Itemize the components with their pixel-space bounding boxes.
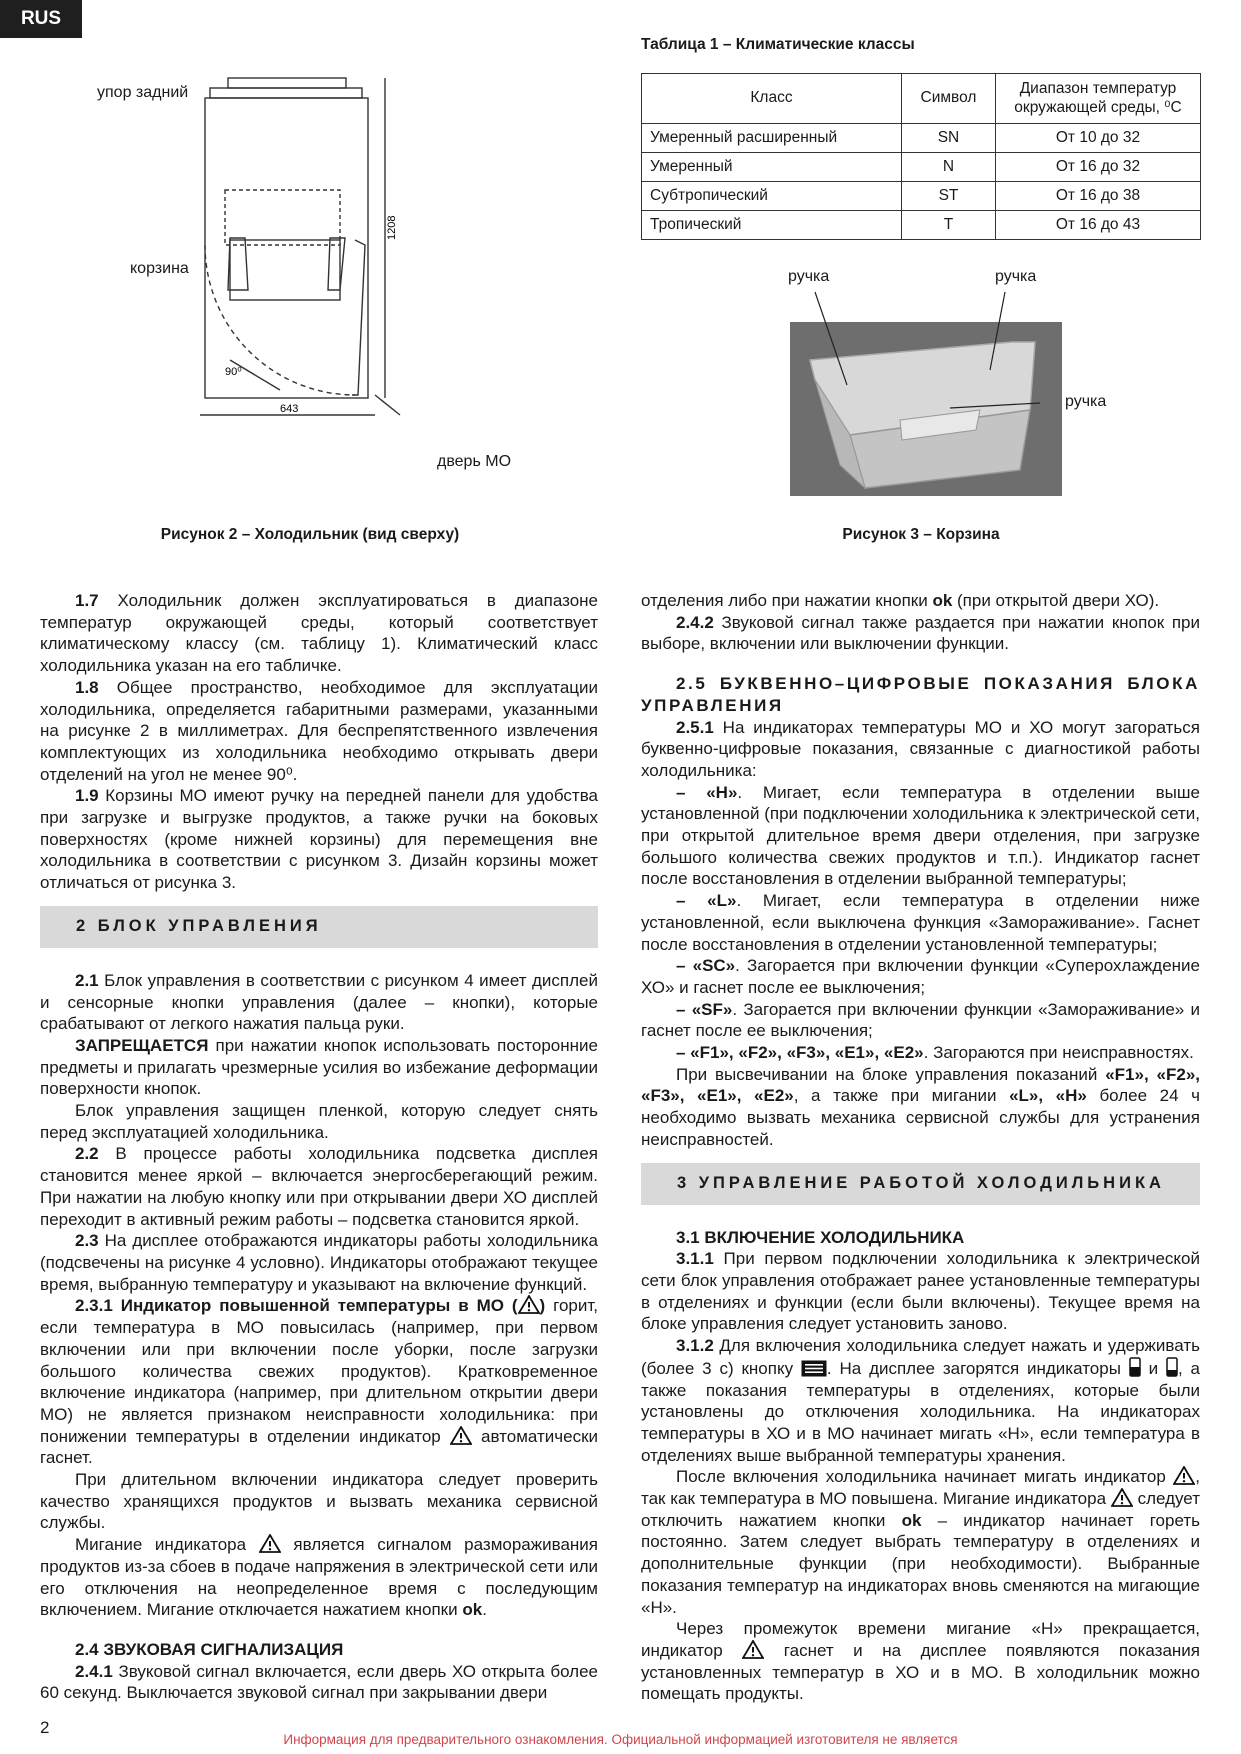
paragraph-code-l (641, 890, 1200, 955)
paragraph-text: . На дисплее загорятся индикаторы (826, 1358, 1129, 1378)
paragraph-number: 2.4.1 (75, 1661, 113, 1681)
paragraph-text: . Загорается при включении функции «Суперохлаждение ХО» и гаснет после ее выключения; (641, 956, 1200, 997)
paragraph-number: 3.1.1 (676, 1249, 714, 1269)
code-label: «L», «Н» (1009, 1086, 1087, 1106)
fridge-top-view-drawing (40, 70, 580, 510)
paragraph-2-3 (40, 1230, 598, 1295)
paragraph-number: 2.5.1 (676, 717, 714, 737)
paragraph-number: 3.1.2 (676, 1336, 714, 1356)
table-cell: T (902, 211, 996, 240)
paragraph-text: и (1140, 1358, 1166, 1378)
section-3-heading: 3 УПРАВЛЕНИЕ РАБОТОЙ ХОЛОДИЛЬНИКА (641, 1163, 1200, 1205)
paragraph-after-switch-on (641, 1466, 1200, 1618)
paragraph-blinking (40, 1534, 598, 1621)
section-2-4-heading: 2.4 ЗВУКОВАЯ СИГНАЛИЗАЦИЯ (75, 1639, 344, 1659)
paragraph-text: После включения холодильника начинает мигать индикатор (676, 1467, 1174, 1487)
code-label: – «F1», «F2», «F3», «E1», «E2» (676, 1043, 924, 1063)
preliminary-info-notice: Информация для предварительного ознакомления. Официальной информацией изготовителя не является (283, 1732, 958, 1747)
paragraph-number: 1.7 (75, 591, 99, 610)
paragraph-text: В процессе работы холодильника подсветка дисплея становится менее яркой – включается энергосберегающий режим. При нажатии на любую кнопку или при открывании двери ХО дисплей переходит в активный режим работы – подсветка становится яркой. (40, 1144, 598, 1229)
height-dimension: 1208 (386, 215, 398, 240)
table-row (642, 211, 1201, 240)
ok-key-label: ok (932, 591, 953, 610)
code-label: – «SF» (676, 999, 733, 1019)
paragraph-text: Общее пространство, необходимое для эксплуатации холодильника, определяется габаритными размерами, указанными на рисунке 2 в миллиметрах. Для беспрепятственного извлечения комплектующих из холодильника необходимо открывать двери отделений на угол не менее 90⁰. (40, 677, 598, 784)
table-cell: От 16 до 38 (996, 182, 1201, 211)
paragraph-text: при нажатии кнопок использовать посторонние предметы и прилагать чрезмерные усилия во избежание деформации поверхности кнопок. (40, 1035, 598, 1099)
table-header-row (642, 74, 1201, 124)
forbidden-label: ЗАПРЕЩАЕТСЯ (75, 1035, 209, 1055)
warning-triangle-icon (259, 1534, 281, 1553)
table-cell: Умеренный расширенный (642, 124, 902, 153)
header-symbol: Символ (902, 74, 996, 124)
paragraph-2-4-1-continued (641, 590, 1200, 612)
ok-key-label: ok (462, 1600, 483, 1620)
code-label: «F1», «F2», «F3», «E1», «E2» (641, 1064, 1200, 1106)
paragraph-text: Корзины МО имеют ручку на передней панели для удобства при загрузке и выгрузке продуктов, а также ручки на боковых поверхностях (кроме нижней корзины) для перемещения вне холодильника в соответствии с рисунком 3. Дизайн корзины может отличаться от рисунка 3. (40, 786, 598, 893)
paragraph-number: 2.4.2 (676, 612, 714, 632)
paragraph-text: – индикатор начинает гореть постоянно. Затем следует выбрать температуру в отделениях и дополнительные функции (при необходимости). Выбранные показания температур на индикаторах вновь сменяются на мигающие «Н». (641, 1510, 1200, 1617)
paragraph-forbidden (40, 1035, 598, 1100)
table-row (642, 182, 1201, 211)
paragraph-number: 2.3 (75, 1231, 99, 1251)
paragraph-2-4-2 (641, 612, 1200, 655)
paragraph-text: При первом подключении холодильника к электрической сети блок управления отображает ранее установленные температуры в отделениях и функции (если были включены). Текущее время на блоке управления следует установить заново. (641, 1249, 1200, 1334)
paragraph-1-9 (40, 785, 598, 894)
section-3-1-heading: 3.1 ВКЛЮЧЕНИЕ ХОЛОДИЛЬНИКА (676, 1227, 965, 1247)
menu-button-icon (801, 1360, 827, 1377)
warning-triangle-icon (450, 1426, 472, 1445)
width-dimension: 643 (280, 403, 299, 415)
figure-3-caption: Рисунок 3 – Корзина (842, 526, 1000, 543)
paragraph-text: Холодильник должен эксплуатироваться в диапазоне температур окружающей среды, который соответствует климатическому классу (см. таблицу 1). Климатический класс холодильника указан на его табличке. (40, 591, 598, 676)
subsection-title: 2.3.1 Индикатор повышенной температуры в МО ( (75, 1296, 518, 1316)
table-cell: N (902, 153, 996, 182)
table-cell: Тропический (642, 211, 902, 240)
basket-photo (640, 270, 1202, 505)
paragraph-text: При высвечивании на блоке управления показаний (676, 1064, 1106, 1084)
table-1-title: Таблица 1 – Климатические классы (641, 36, 915, 53)
paragraph-text: , так как температура в МО повышена. Мигание индикатора (641, 1467, 1200, 1509)
table-row (642, 153, 1201, 182)
paragraph-service-call (641, 1064, 1200, 1151)
paragraph-2-5-1 (641, 717, 1200, 782)
table-cell: От 16 до 43 (996, 211, 1201, 240)
figure-3-basket (640, 270, 1202, 505)
paragraph-code-errors (641, 1042, 1200, 1064)
page-number: 2 (40, 1718, 50, 1737)
table-cell: ST (902, 182, 996, 211)
paragraph-text: более 24 ч необходимо вызвать механика сервисной службы для устранения неисправностей. (641, 1086, 1200, 1149)
table-cell: Субтропический (642, 182, 902, 211)
paragraph-2-3-1 (40, 1295, 598, 1469)
paragraph-text: . Загорается при включении функции «Замораживание» и гаснет после ее выключения; (641, 999, 1200, 1041)
paragraph-text: Звуковой сигнал включается, если дверь ХО открыта более 60 секунд. Выключается звуковой сигнал при закрывании двери (40, 1661, 598, 1703)
warning-triangle-icon (1173, 1466, 1195, 1485)
paragraph-code-sc (641, 955, 1200, 998)
paragraph-long-indicator: При длительном включении индикатора следует проверить качество хранящихся продуктов и вызвать механика сервисной службы. (40, 1470, 598, 1533)
paragraph-2-2 (40, 1143, 598, 1230)
code-label: – «L» (676, 891, 737, 911)
paragraph-text: На дисплее отображаются индикаторы работы холодильника (подсвечены на рисунке 4 условно). Индикаторы отображают текущее время, выбранную температуру и указывают на включение функций. (40, 1231, 598, 1294)
paragraph-text: гаснет и на дисплее появляются показания установленных температур в ХО и в МО. В холодильник можно помещать продукты. (641, 1640, 1201, 1704)
label-handle-right: ручка (995, 268, 1037, 285)
paragraph-number: 1.8 (75, 677, 99, 697)
warning-triangle-icon (1111, 1488, 1133, 1507)
climate-classes-table (641, 73, 1201, 240)
left-text-column (40, 590, 598, 1704)
code-label: – «SC» (676, 956, 736, 976)
paragraph-text: . Мигает, если температура в отделении выше установленной (при подключении холодильника к электрической сети, при открытой длительное время двери отделения, при загрузке большого количества свежих продуктов и т.п.). Индикатор гаснет после восстановления в отделении выбранной температуры; (641, 782, 1200, 889)
header-class: Класс (642, 74, 902, 124)
table-cell: От 16 до 32 (996, 153, 1201, 182)
ok-key-label: ok (901, 1510, 922, 1530)
paragraph-text: , а также при мигании (793, 1086, 1010, 1106)
label-handle-left: ручка (788, 268, 830, 285)
paragraph-number: 1.9 (75, 786, 99, 806)
right-text-column (641, 590, 1200, 1705)
paragraph-film: Блок управления защищен пленкой, которую следует снять перед эксплуатацией холодильника. (40, 1101, 598, 1142)
fridge-compartment-icon (1129, 1357, 1141, 1377)
paragraph-text: Блок управления в соответствии с рисунком 4 имеет дисплей и сенсорные кнопки управления (далее – кнопки), которые срабатывают от легкого нажатия пальца руки. (40, 970, 598, 1034)
paragraph-text: горит, если температура в МО повысилась (например, при первом включении или при включении после уборки, после загрузки большого количества свежих продуктов). Кратковременное включение индикатора (например, при длительном открытии двери МО) не является признаком неисправности холодильника: при понижении температуры в отделении индикатор (40, 1296, 598, 1446)
header-temperature-range: Диапазон температур окружающей среды, ⁰С (996, 74, 1201, 124)
paragraph-text: На индикаторах температуры МО и ХО могут загораться буквенно-цифровые показания, связанные с диагностикой работы холодильника: (641, 717, 1200, 780)
label-rear-stop: упор задний (97, 84, 189, 101)
paragraph-text: Мигание индикатора (75, 1535, 259, 1555)
paragraph-text: является сигналом размораживания продуктов из-за сбоев в подаче напряжения в электрической сети или его отключения на неопределенное время с последующим включением. Мигание отключается нажатием кнопки (40, 1535, 598, 1620)
paragraph-code-h (641, 782, 1200, 891)
paragraph-2-1 (40, 970, 598, 1035)
table-row (642, 124, 1201, 153)
figure-2-fridge-top-view (40, 70, 580, 510)
freezer-compartment-icon (1166, 1357, 1178, 1377)
paragraph-text: Через промежуток времени мигание «Н» прекращается, индикатор (641, 1619, 1200, 1660)
paragraph-text: . Загораются при неисправностях. (923, 1043, 1194, 1063)
table-cell: От 10 до 32 (996, 124, 1201, 153)
angle-dimension: 90⁰ (225, 366, 242, 378)
paragraph-text: (при открытой двери ХО). (952, 591, 1160, 610)
paragraph-text: , а также показания температуры в отделениях, которые были установлены до отключения холодильника. На индикаторах температуры в ХО и в МО начинает мигать «Н», если температура в отделениях выше выбранной температуры хранения. (641, 1358, 1200, 1465)
paragraph-final (641, 1618, 1200, 1705)
paragraph-text: . (482, 1600, 487, 1620)
paragraph-code-sf (641, 999, 1200, 1042)
paragraph-1-8 (40, 677, 598, 786)
label-basket: корзина (130, 260, 189, 277)
subsection-title-end: ) (539, 1296, 546, 1316)
section-2-heading: 2 БЛОК УПРАВЛЕНИЯ (40, 906, 598, 948)
label-handle-front: ручка (1065, 393, 1107, 410)
paragraph-number: 2.1 (75, 970, 99, 990)
figure-2-caption: Рисунок 2 – Холодильник (вид сверху) (160, 526, 460, 543)
table-cell: Умеренный (642, 153, 902, 182)
code-label: – «Н» (676, 782, 738, 802)
paragraph-1-7 (40, 590, 598, 677)
paragraph-text: автоматически гаснет. (40, 1426, 598, 1468)
warning-triangle-icon (742, 1640, 764, 1659)
table-cell: SN (902, 124, 996, 153)
paragraph-2-4-1 (40, 1661, 598, 1704)
paragraph-text: Для включения холодильника следует нажать и удерживать (более 3 с) кнопку (641, 1336, 1200, 1378)
language-tag: RUS (0, 0, 82, 38)
label-freezer-door: дверь МО (437, 453, 512, 470)
paragraph-3-1-2 (641, 1335, 1200, 1466)
warning-triangle-icon (518, 1295, 540, 1314)
paragraph-text: . Мигает, если температура в отделении ниже установленной, если выключена функция «Замораживание». Гаснет после восстановления в отделении установленной температуры; (641, 891, 1200, 954)
paragraph-number: 2.2 (75, 1144, 99, 1164)
paragraph-text: отделения либо при нажатии кнопки (641, 591, 933, 610)
paragraph-text: следует отключить нажатием кнопки (641, 1489, 1200, 1530)
section-2-5-heading: 2.5 БУКВЕННО–ЦИФРОВЫЕ ПОКАЗАНИЯ БЛОКА УПРАВЛЕНИЯ (641, 674, 1200, 715)
paragraph-3-1-1 (641, 1248, 1200, 1335)
paragraph-text: Звуковой сигнал также раздается при нажатии кнопок при выборе, включении или выключении функции. (641, 612, 1200, 654)
